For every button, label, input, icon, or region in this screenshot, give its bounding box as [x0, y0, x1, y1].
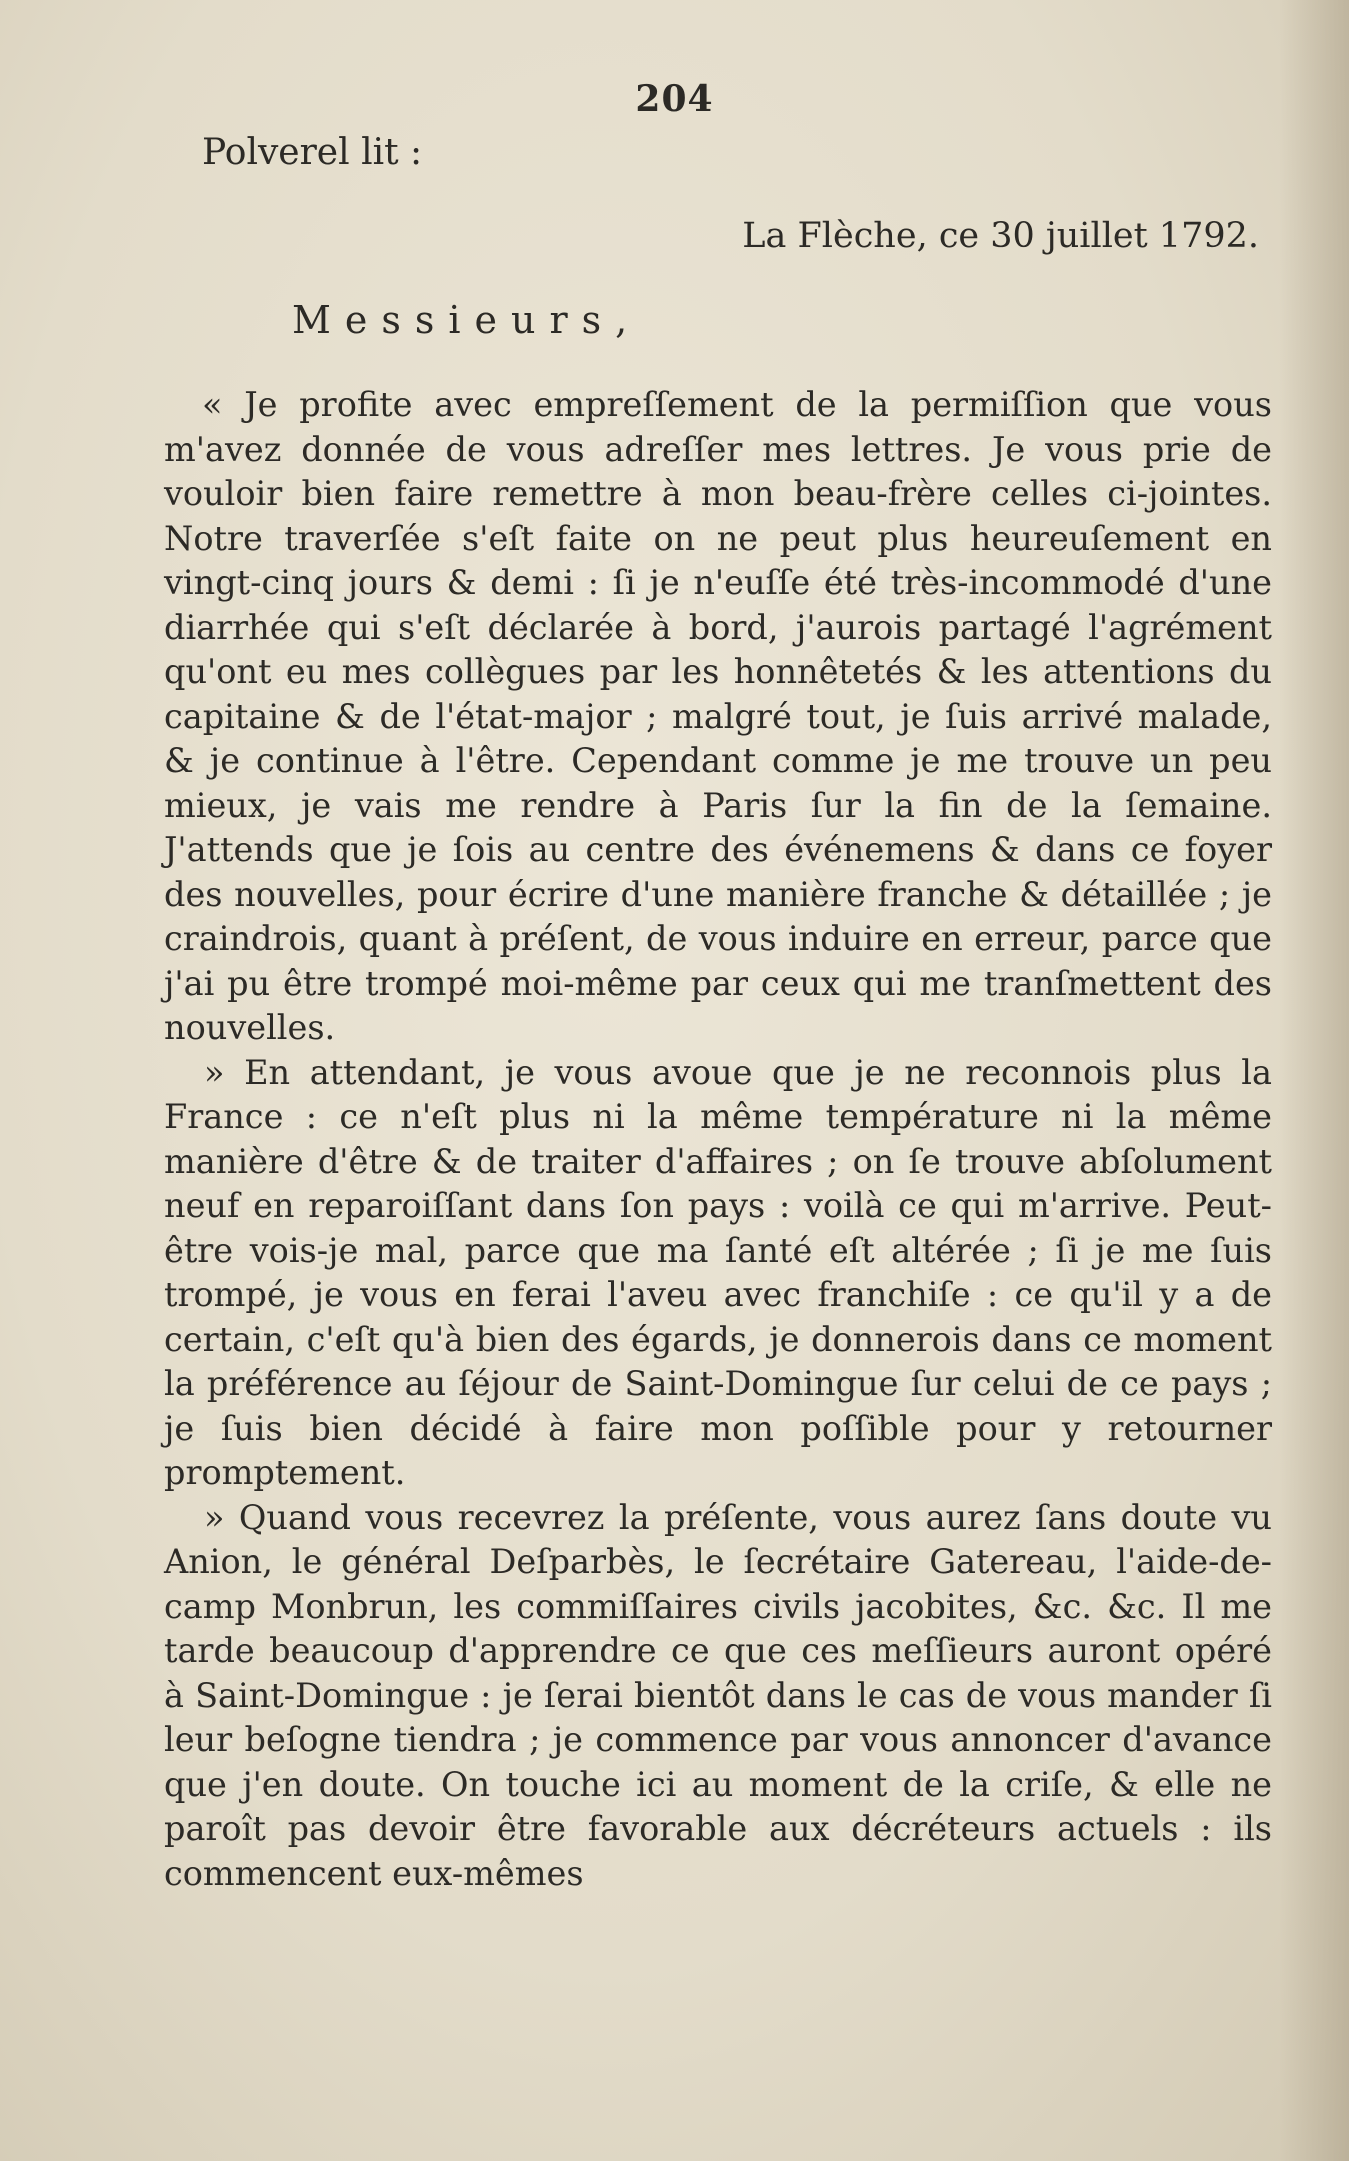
letter-body	[164, 383, 1272, 1896]
paragraph-3: » Quand vous recevrez la préſente, vous aurez ſans doute vu Anion, le général Deſparbès, le ſecrétaire Gatereau, l'aide-de-camp Monbrun, les commiſſaires civils jacobites, &c. &c. Il me tarde beaucoup d'apprendre ce que ces meſſieurs auront opéré à Saint-Domingue : je ſerai bientôt dans le cas de vous mander ſi leur beſogne tiendra ; je commence par vous annoncer d'avance que j'en doute. On touche ici au moment de la criſe, & elle ne paroît pas devoir être favorable aux décréteurs actuels : ils commencent eux-mêmes	[164, 1497, 1272, 1893]
letter-dateline: La Flèche, ce 30 juillet 1792.	[742, 216, 1259, 256]
page-number: 204	[635, 78, 714, 120]
paragraph-1: « Je profite avec empreſſement de la permiſſion que vous m'avez donnée de vous adreſſer mes lettres. Je vous prie de vouloir bien faire remettre à mon beau-frère celles ci-jointes. Notre traverſée s'eſt faite on ne peut plus heureuſement en vingt-cinq jours & demi : ſi je n'euſſe été très-incommodé d'une diarrhée qui s'eſt déclarée à bord, j'aurois partagé l'agrément qu'ont eu mes collègues par les honnêtetés & les attentions du capitaine & de l'état-major ; malgré tout, je ſuis arrivé malade, & je continue à l'être. Cependant comme je me trouve un peu mieux, je vais me rendre à Paris ſur la fin de la ſemaine. J'attends que je ſois au centre des événemens & dans ce foyer des nouvelles, pour écrire d'une manière franche & détaillée ; je craindrois, quant à préſent, de vous induire en erreur, parce que j'ai pu être trompé moi-même par ceux qui me tranſmettent des nouvelles.	[164, 385, 1272, 1047]
gutter-shadow	[1279, 0, 1349, 2161]
speaker-line: Polverel lit :	[202, 132, 423, 173]
paragraph-2: » En attendant, je vous avoue que je ne reconnois plus la France : ce n'eſt plus ni la même température ni la même manière d'être & de traiter d'affaires ; on ſe trouve abſolument neuf en reparoiſſant dans ſon pays : voilà ce qui m'arrive. Peut-être vois-je mal, parce que ma ſanté eſt altérée ; ſi je me ſuis trompé, je vous en ferai l'aveu avec franchiſe : ce qu'il y a de certain, c'eſt qu'à bien des égards, je donnerois dans ce moment la préférence au ſéjour de Saint-Domingue ſur celui de ce pays ; je ſuis bien décidé à faire mon poſſible pour y retourner promptement.	[164, 1052, 1272, 1492]
letter-salutation: Messieurs,	[292, 298, 642, 342]
